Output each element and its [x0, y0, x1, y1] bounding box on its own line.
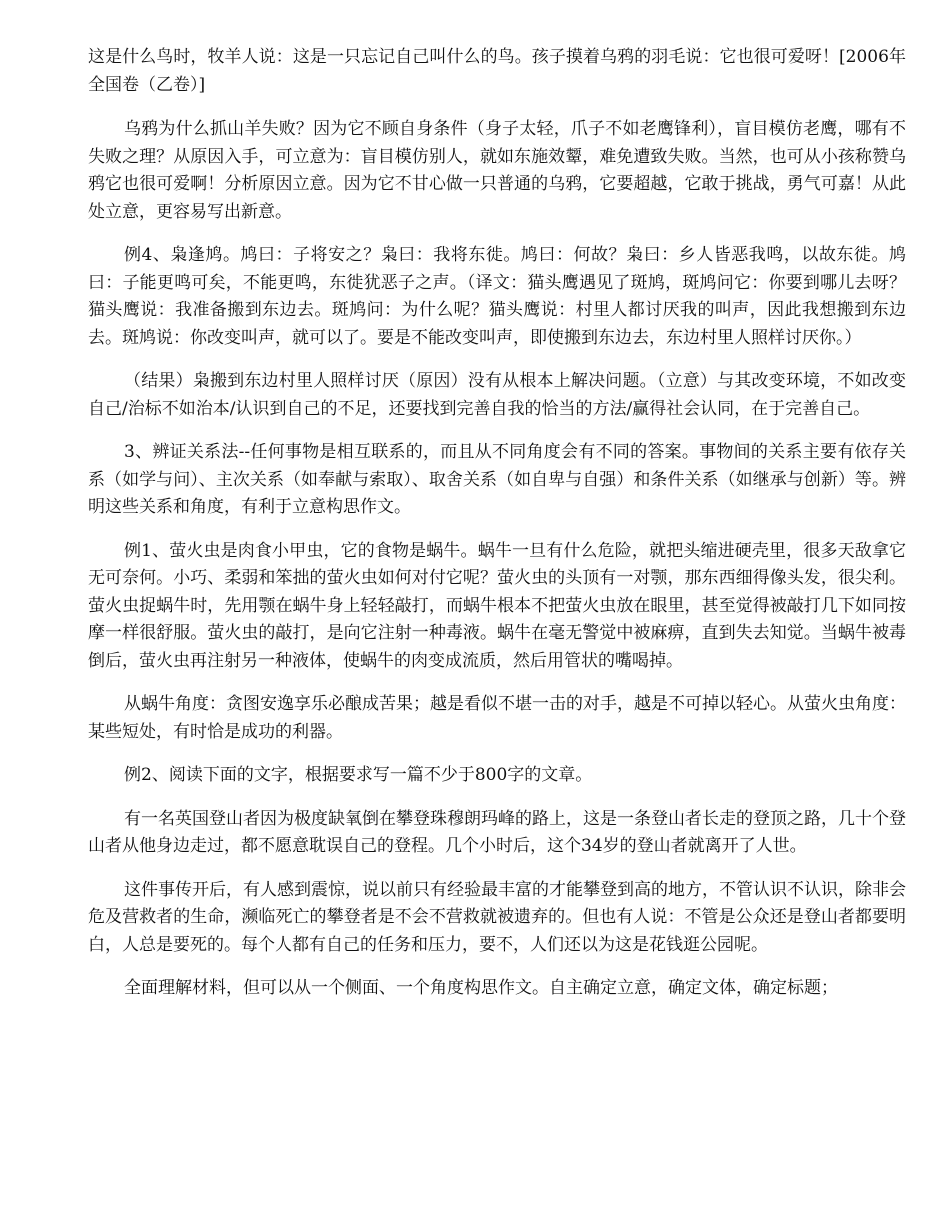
paragraph-example-2: 例2、阅读下面的文字，根据要求写一篇不少于800字的文章。: [124, 765, 593, 785]
paragraph-intro: 这是什么鸟时，牧羊人说：这是一只忘记自己叫什么的鸟。孩子摸着乌鸦的羽毛说：它也很可爱呀！[2006年全国卷（乙卷）]: [88, 47, 906, 95]
paragraph-climber-story: 有一名英国登山者因为极度缺氧倒在攀登珠穆朗玛峰的路上，这是一条登山者长走的登顶之路，几十个登山者从他身边走过，都不愿意耽误自己的登程。几个小时后，这个34岁的登山者就离开了人世。: [88, 808, 906, 856]
paragraph-example-1-firefly: 例1、萤火虫是肉食小甲虫，它的食物是蜗牛。蜗牛一旦有什么危险，就把头缩进硬壳里，很多天敌拿它无可奈何。小巧、柔弱和笨拙的萤火虫如何对付它呢？萤火虫的头顶有一对颚，那东西细得像头发，很尖利。萤火虫捉蜗牛时，先用颚在蜗牛身上轻轻敲打，而蜗牛根本不把萤火虫放在眼里，甚至觉得被敲打几下如同按摩一样很舒服。萤火虫的敲打，是向它注射一种毒液。蜗牛在毫无警觉中被麻痹，直到失去知觉。当蜗牛被毒倒后，萤火虫再注射另一种液体，使蜗牛的肉变成流质，然后用管状的嘴喝掉。: [88, 540, 906, 671]
paragraph-writing-requirement: 全面理解材料，但可以从一个侧面、一个角度构思作文。自主确定立意，确定文体，确定标题；: [124, 978, 838, 998]
paragraph-owl-analysis: （结果）枭搬到东边村里人照样讨厌（原因）没有从根本上解决问题。（立意）与其改变环境，不如改变自己/治标不如治本/认识到自己的不足，还要找到完善自我的恰当的方法/赢得社会认同，在于完善自己。: [88, 371, 906, 419]
paragraph-example-4: 例4、枭逢鸠。鸠曰：子将安之？枭曰：我将东徙。鸠曰：何故？枭曰：乡人皆恶我鸣，以故东徙。鸠曰：子能更鸣可矣，不能更鸣，东徙犹恶子之声。（译文：猫头鹰遇见了斑鸠，斑鸠问它：你要到哪儿去呀？猫头鹰说：我准备搬到东边去。斑鸠问：为什么呢？猫头鹰说：村里人都讨厌我的叫声，因此我想搬到东边去。斑鸠说：你改变叫声，就可以了。要是不能改变叫声，即使搬到东边去，东边村里人照样讨厌你。）: [88, 245, 906, 348]
paragraph-crow-analysis: 乌鸦为什么抓山羊失败？因为它不顾自身条件（身子太轻，爪子不如老鹰锋利），盲目模仿老鹰，哪有不失败之理？从原因入手，可立意为：盲目模仿别人，就如东施效颦，难免遭致失败。当然，也可从小孩称赞乌鸦它也很可爱啊！分析原因立意。因为它不甘心做一只普通的乌鸦，它要超越，它敢于挑战，勇气可嘉！从此处立意，更容易写出新意。: [88, 119, 906, 222]
paragraph-climber-debate: 这件事传开后，有人感到震惊，说以前只有经验最丰富的才能攀登到高的地方，不管认识不认识，除非会危及营救者的生命，濒临死亡的攀登者是不会不营救就被遗弃的。但也有人说：不管是公众还是登山者都要明白，人总是要死的。每个人都有自己的任务和压力，要不，人们还以为这是花钱逛公园呢。: [88, 879, 906, 955]
paragraph-firefly-analysis: 从蜗牛角度：贪图安逸享乐必酿成苦果；越是看似不堪一击的对手，越是不可掉以轻心。从萤火虫角度：某些短处，有时恰是成功的利器。: [88, 694, 906, 742]
paragraph-method-3: 3、辨证关系法--任何事物是相互联系的，而且从不同角度会有不同的答案。事物间的关系主要有依存关系（如学与问）、主次关系（如奉献与索取）、取舍关系（如自卑与自强）和条件关系（如继承与创新）等。辨明这些关系和角度，有利于立意构思作文。: [88, 442, 906, 517]
